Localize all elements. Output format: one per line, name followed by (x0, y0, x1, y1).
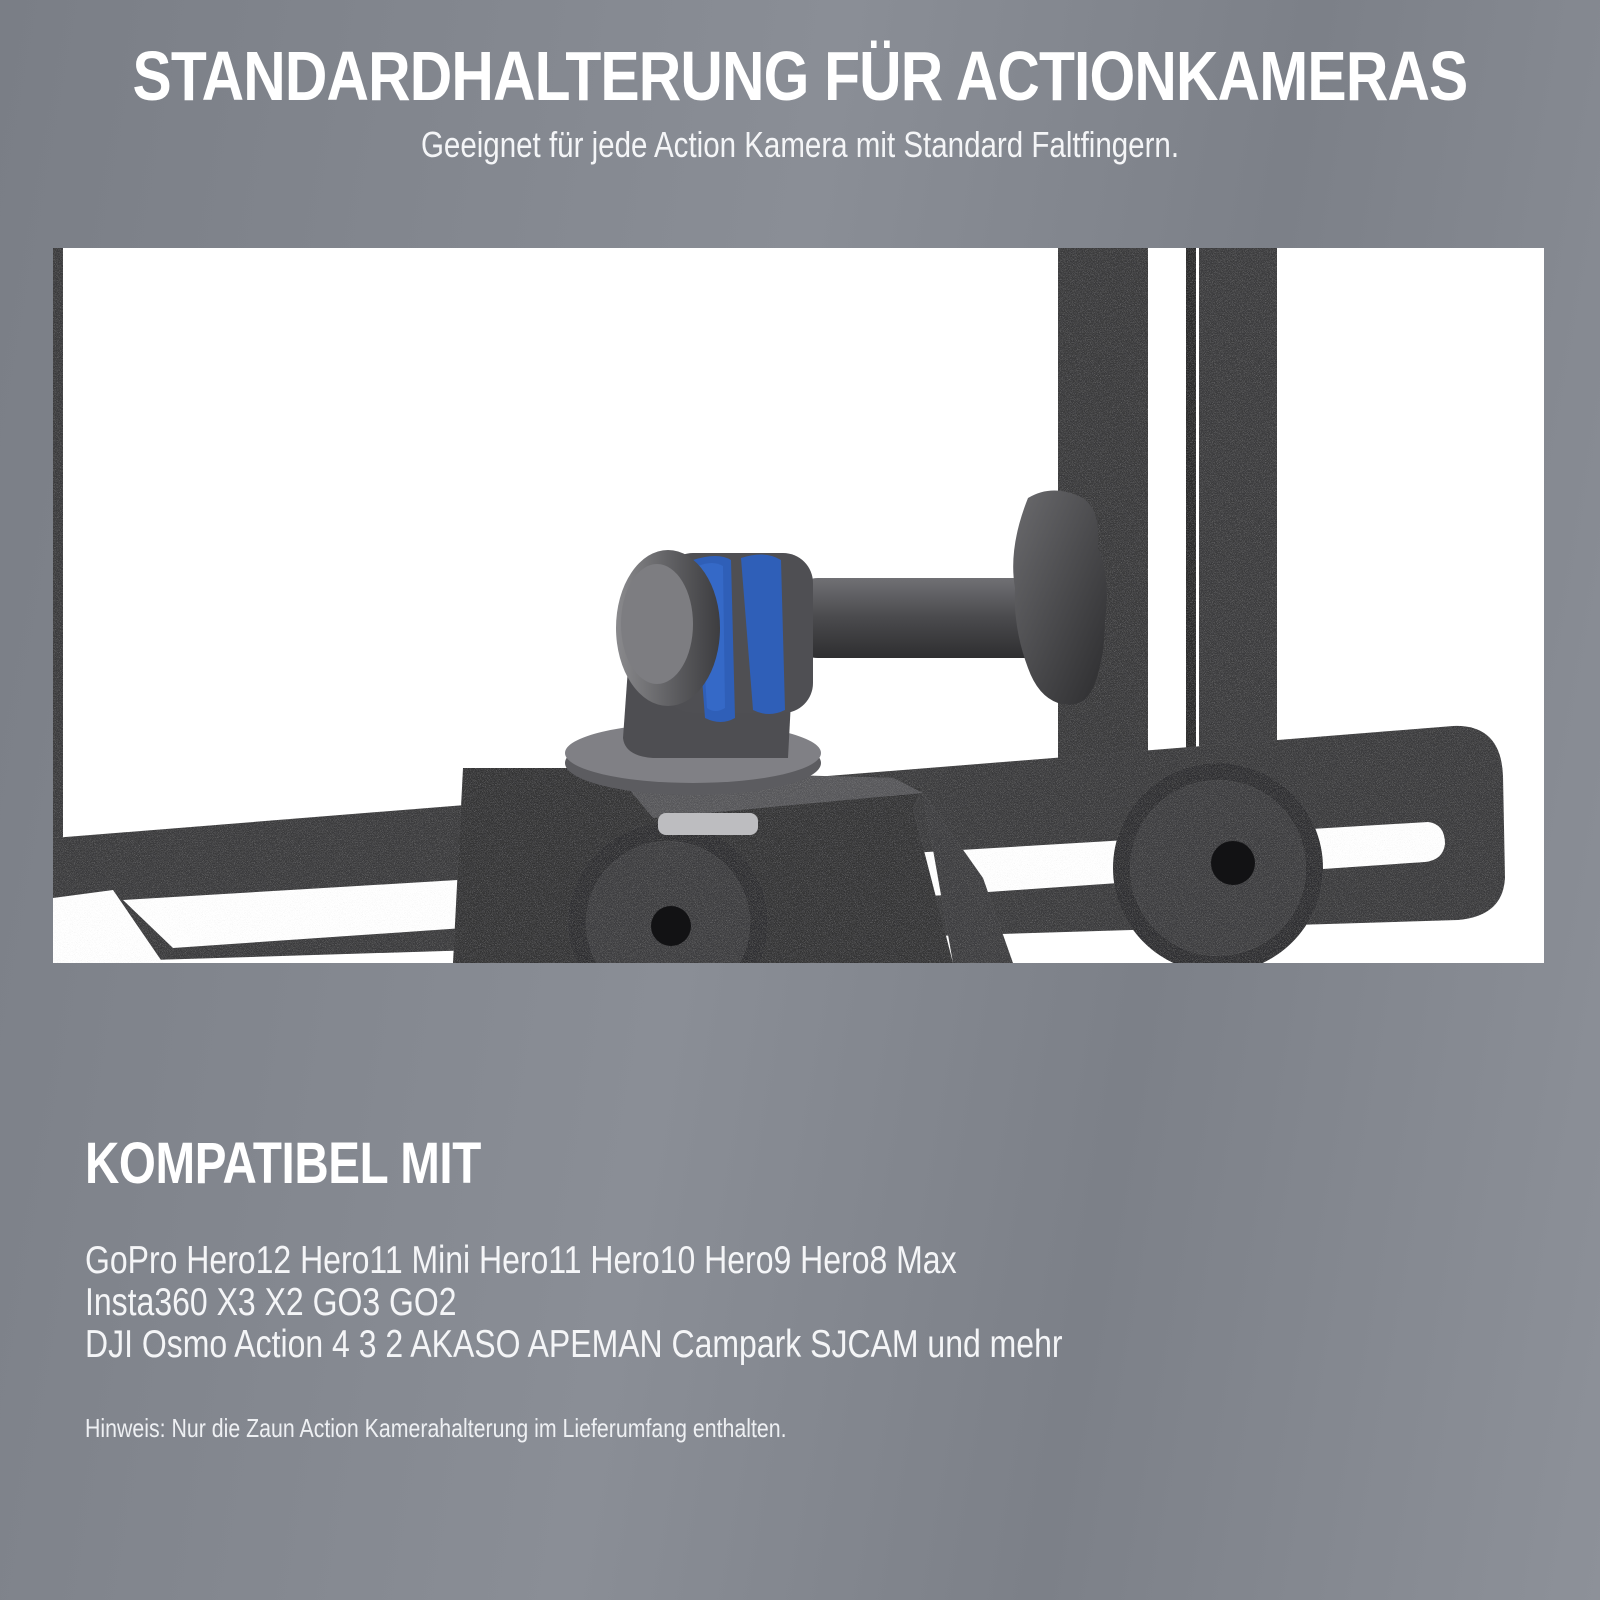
list-item: GoPro Hero12 Hero11 Mini Hero11 Hero10 Hero9 Hero8 Max (85, 1239, 957, 1282)
compatibility-list (85, 1240, 1063, 1366)
compatibility-title: KOMPATIBEL MIT (85, 1131, 481, 1196)
list-item: Insta360 X3 X2 GO3 GO2 (85, 1281, 457, 1324)
product-image (53, 248, 1544, 963)
list-item: DJI Osmo Action 4 3 2 AKASO APEMAN Campark SJCAM und mehr (85, 1323, 1063, 1366)
end-cap (616, 550, 720, 706)
star-knob (1013, 491, 1107, 705)
scope-note: Hinweis: Nur die Zaun Action Kamerahalterung im Lieferumfang enthalten. (85, 1413, 787, 1443)
page-title: STANDARDHALTERUNG FÜR ACTIONKAMERAS (132, 37, 1468, 115)
page-subtitle: Geeignet für jede Action Kamera mit Standard Faltfingern. (420, 124, 1180, 165)
